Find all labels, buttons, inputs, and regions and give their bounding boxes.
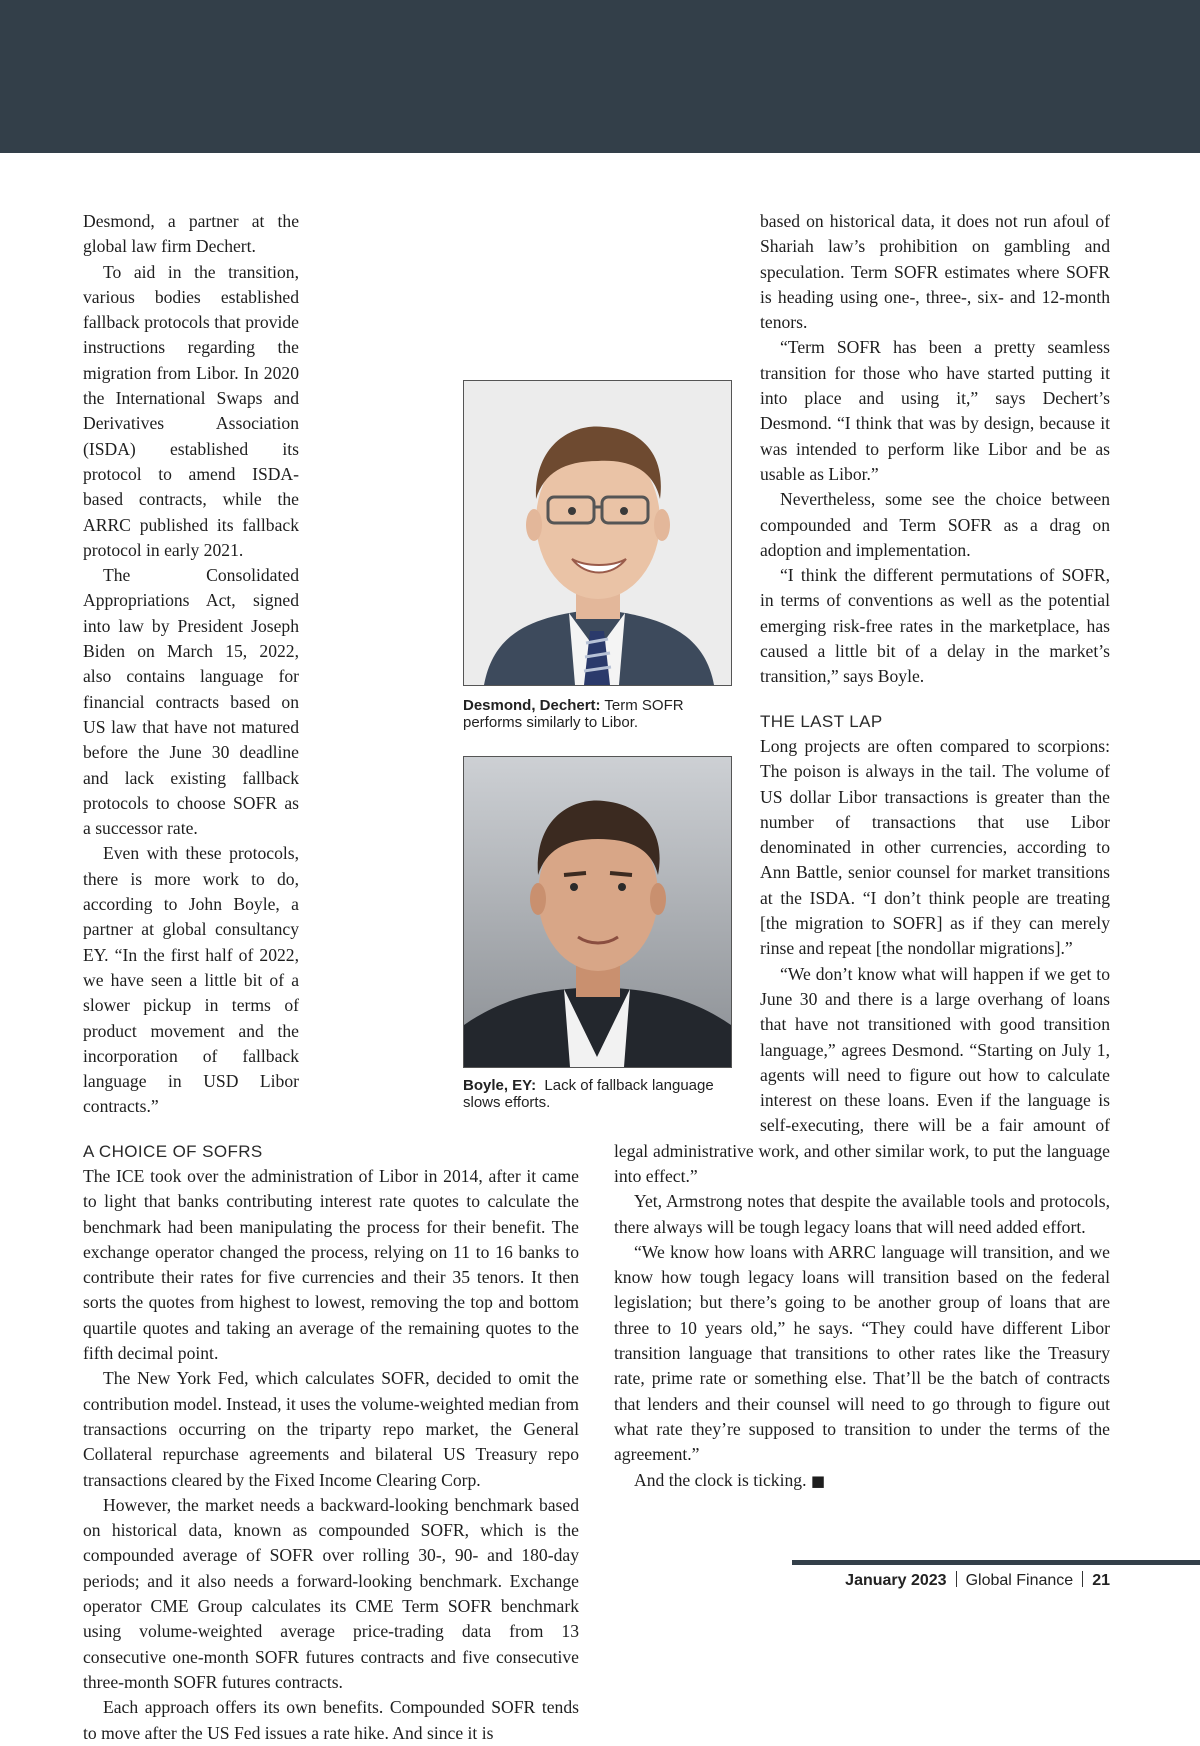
end-mark-icon: ■ [810, 1471, 826, 1490]
paragraph: based on historical data, it does not run afoul of Shariah law’s prohibition on gambling and speculation. Term SOFR estimates where SOFR is heading using one-, three-, six- and 12-month tenors. [760, 211, 1110, 333]
caption-name: Desmond, Dechert: [463, 697, 601, 714]
paragraph: “We don’t know what will happen if we get to June 30 and there is a large overhang of loans that have not transitioned with good transition language,” agrees Desmond. “Starting on July 1, agents will need to figure out how to calculate interest on these loans. Even if the language is self-executing, there will be a fair amount of legal administrative work, and other similar work, to put the language into effect.” [614, 963, 1110, 1186]
boyle-portrait-illustration [464, 757, 731, 1067]
section-heading: A CHOICE OF SOFRS [83, 1141, 263, 1161]
boyle-portrait [463, 756, 732, 1068]
paragraph: To aid in the transition, various bodies established fallback protocols that provide instructions regarding the migration from Libor. In 2020 the International Swaps and Derivatives Association (ISDA) established its protocol to amend ISDA-based contracts, while the ARRC published its fallback protocol in early 2021. [83, 261, 299, 560]
paragraph: “We know how loans with ARRC language will transition, and we know how tough legacy loans will transition based on the federal legislation; but there’s going to be another group of loans that are three to 10 years old,” he says. “They could have different Libor transition language that transitions to other rates like the Treasury rate, prime rate or something else. That’ll be the batch of contracts that lenders and their counsel will need to go through to figure out what rate they’re supposed to transition to under the terms of the agreement.” [614, 1241, 1110, 1465]
paragraph: Even with these protocols, there is more work to do, according to John Boyle, a partner at global consultancy EY. “In the first half of 2022, we have seen a little bit of a slower pickup in terms of product movement and the incorporation of fallback language in USD Libor contracts.” [83, 843, 299, 1117]
header-band [0, 0, 1200, 153]
closing-line: And the clock is ticking. [634, 1469, 807, 1490]
desmond-portrait [463, 380, 732, 686]
boyle-caption [463, 1077, 743, 1111]
paragraph: The New York Fed, which calculates SOFR, decided to omit the contribution model. Instead, it uses the volume-weighted median from transactions occurring on the triparty repo market, the General Collateral repurchase agreements and bilateral US Treasury repo transactions cleared by the Fixed Income Clearing Corp. [83, 1368, 579, 1490]
paragraph: Each approach offers its own benefits. Compounded SOFR tends to move after the US Fed issues a rate hike. And since it is [83, 1697, 579, 1743]
desmond-caption [463, 697, 743, 731]
paragraph: “I think the different permutations of SOFR, in terms of conventions as well as the potential emerging risk-free rates in the marketplace, has caused a little bit of a delay in the market’s transition,” says Boyle. [760, 565, 1110, 687]
paragraph: However, the market needs a backward-looking benchmark based on historical data, known as compounded SOFR, which is the compounded average of SOFR over rolling 30-, 90- and 180-day periods; and it also needs a forward-looking benchmark. Exchange operator CME Group calculates its CME Term SOFR benchmark using volume-weighted average price-trading data from 13 consecutive one-month SOFR futures contracts and five consecutive three-month SOFR futures contracts. [83, 1494, 579, 1692]
paragraph: The Consolidated Appropriations Act, signed into law by President Joseph Biden on March 15, 2022, also contains language for financial contracts based on US law that have not matured before the June 30 deadline and lack existing fallback protocols to choose SOFR as a successor rate. [83, 565, 299, 839]
footer-rule [792, 1560, 1200, 1565]
footer-separator [1082, 1571, 1083, 1587]
page-footer [845, 1571, 1110, 1590]
footer-date: January 2023 [845, 1572, 947, 1589]
desmond-portrait-illustration [464, 381, 731, 685]
caption-name: Boyle, EY: [463, 1077, 537, 1094]
paragraph: Long projects are often compared to scorpions: The poison is always in the tail. The volume of US dollar Libor transactions is greater than the number of transactions that use Libor denominated in other currencies, according to Ann Battle, senior counsel for market transitions at the ISDA. “I don’t think people are treating [the migration to SOFR] as if they can merely rinse and repeat [the nondollar migrations].” [760, 735, 1110, 959]
paragraph [614, 1468, 1110, 1494]
paragraph: Desmond, a partner at the global law firm Dechert. [83, 211, 299, 257]
paragraph: “Term SOFR has been a pretty seamless transition for those who have started putting it into place and using it,” says Dechert’s Desmond. “I think that was by design, because it was intended to perform like Libor and be as usable as Libor.” [760, 337, 1110, 484]
section-heading: THE LAST LAP [760, 711, 883, 731]
footer-publication: Global Finance [965, 1572, 1074, 1589]
paragraph: Nevertheless, some see the choice between compounded and Term SOFR as a drag on adoption and implementation. [760, 489, 1110, 560]
caption-text: Term SOFR performs similarly to Libor. [463, 697, 684, 731]
caption-text: Lack of fallback language slows efforts. [463, 1077, 718, 1111]
footer-separator [956, 1571, 957, 1587]
page-number: 21 [1092, 1572, 1110, 1589]
paragraph: Yet, Armstrong notes that despite the available tools and protocols, there always will be tough legacy loans that will need added effort. [614, 1191, 1110, 1237]
paragraph: The ICE took over the administration of Libor in 2014, after it came to light that banks contributing interest rate quotes to calculate the benchmark had been manipulating the process for their benefit. The exchange operator changed the process, relying on 11 to 16 banks to contribute their rates for five currencies and their 35 tenors. It then sorts the quotes from highest to lowest, removing the top and bottom quartile quotes and taking an average of the remaining quotes to the fifth decimal point. [83, 1165, 579, 1364]
